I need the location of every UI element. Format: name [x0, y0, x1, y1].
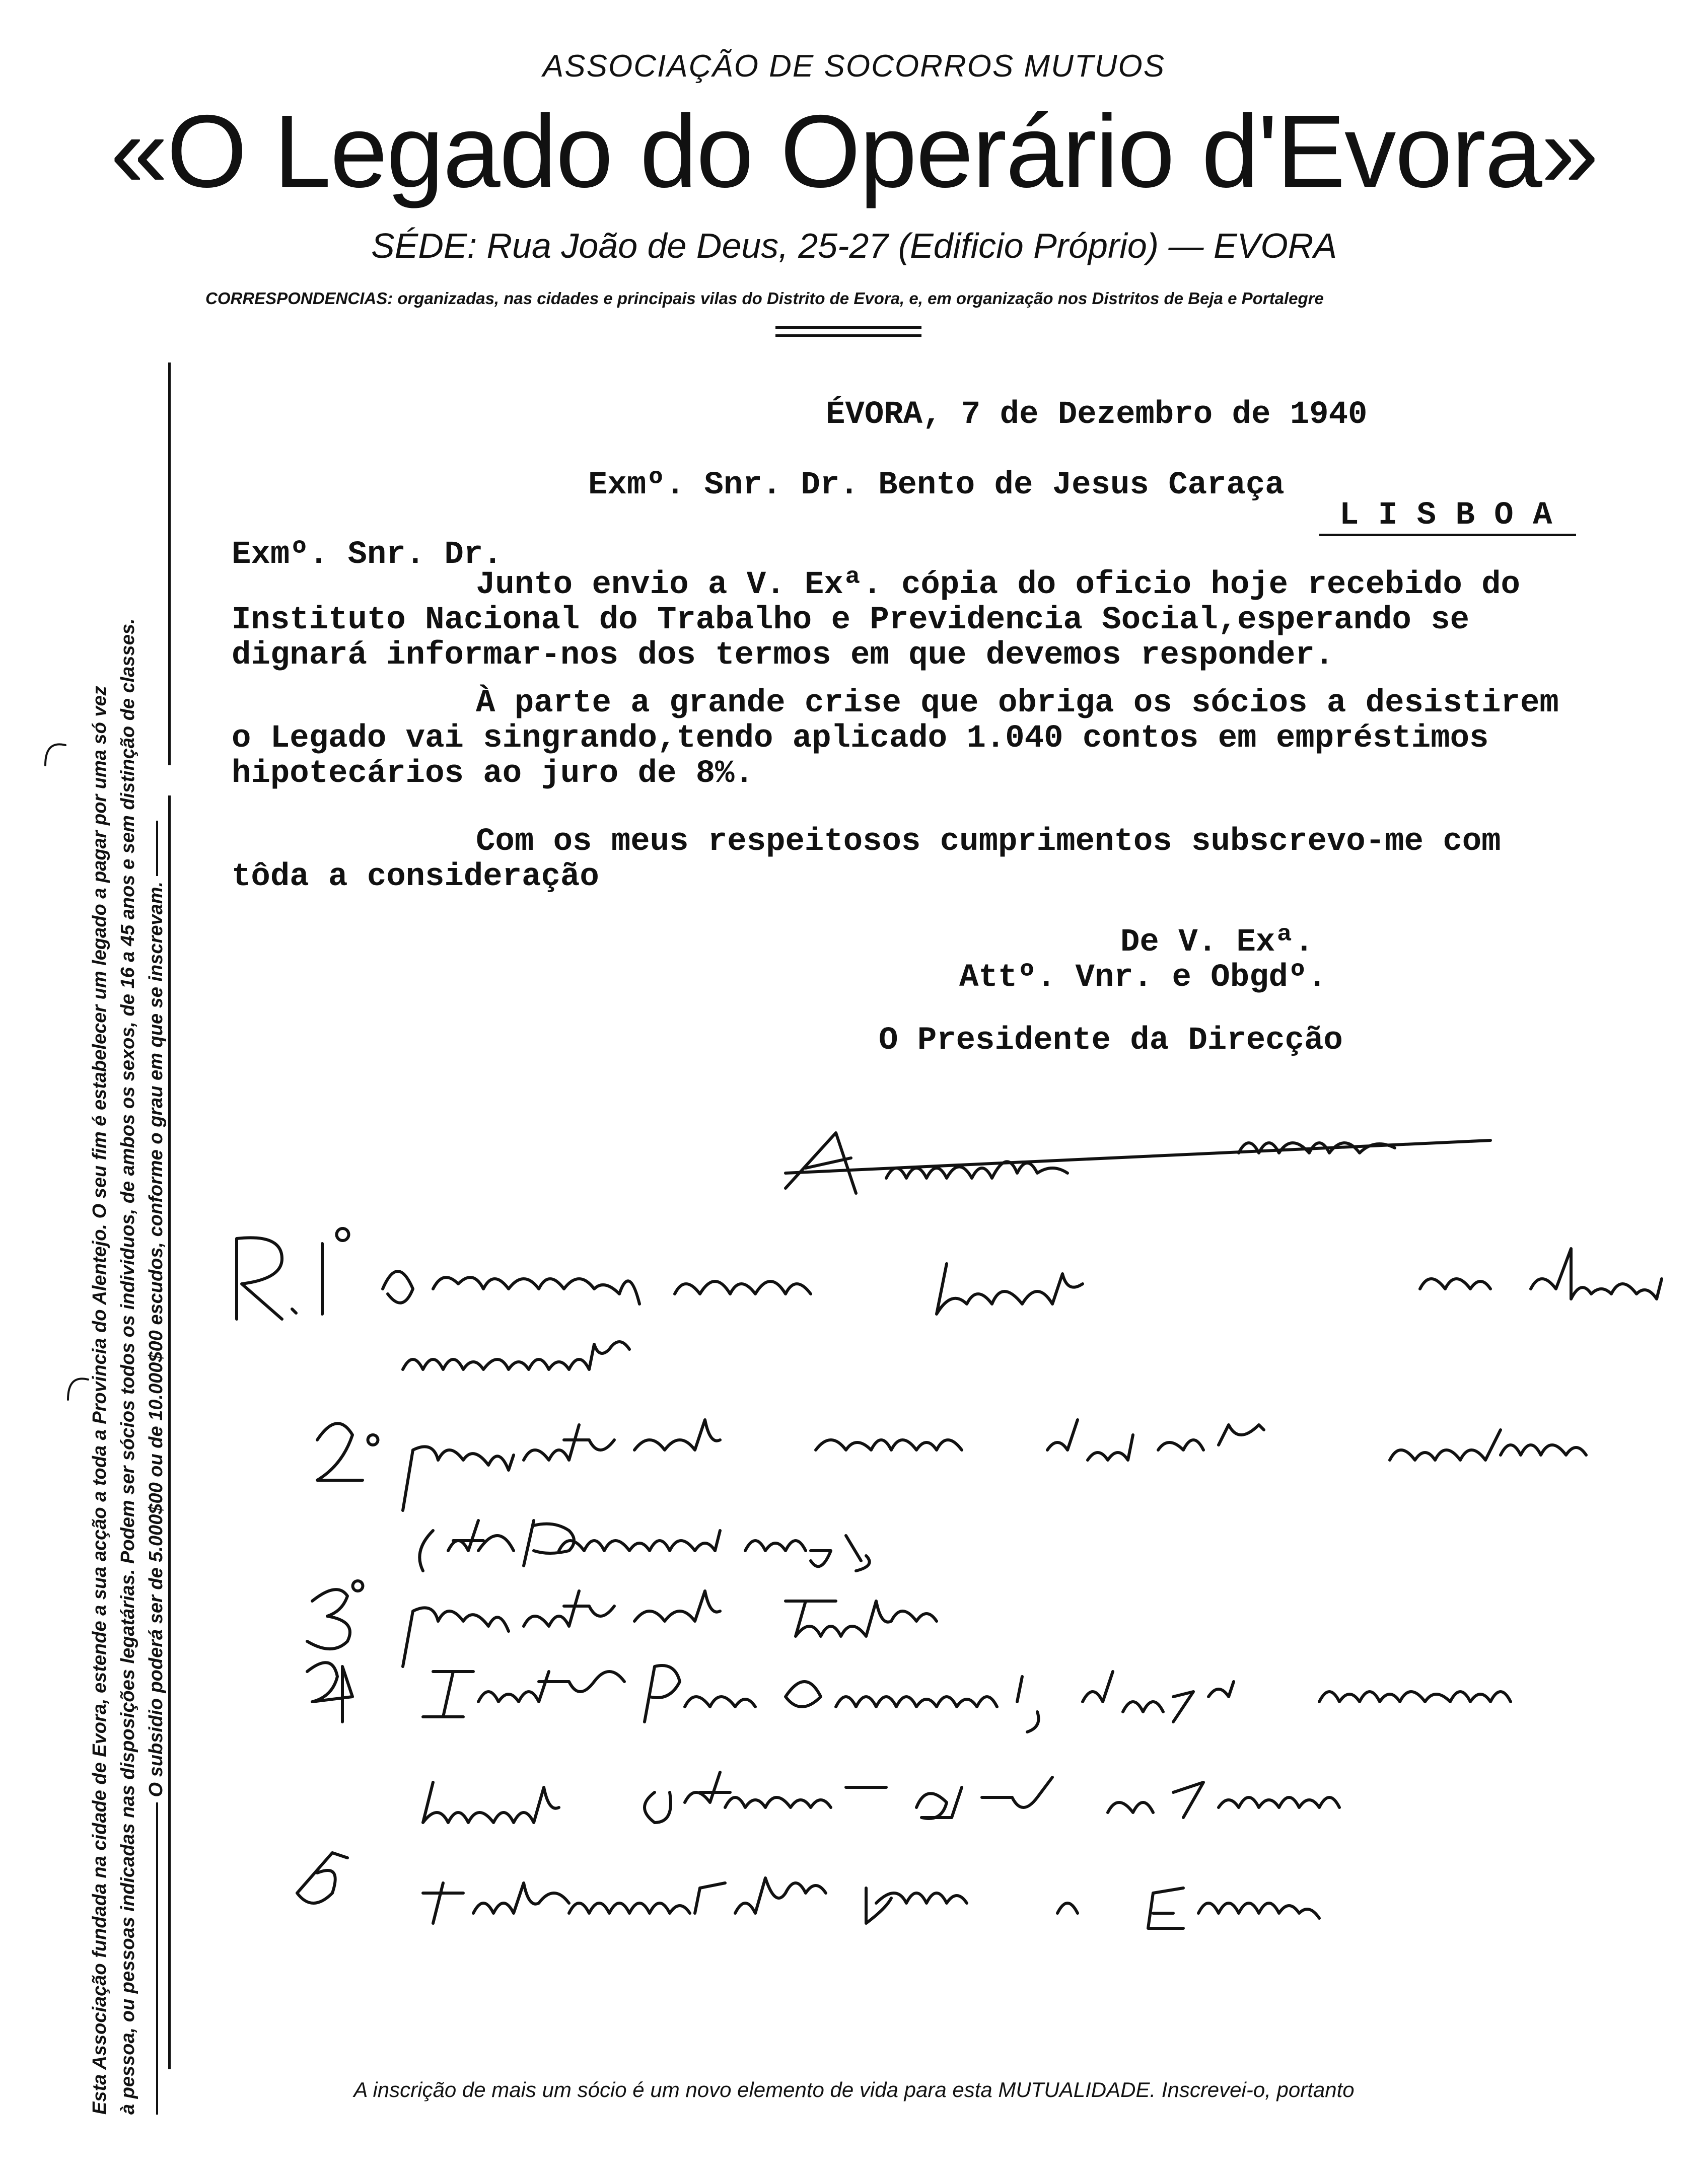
correspondence-text: organizadas, nas cidades e principais vilas do Distrito de Evora, e, em organização nos Distritos de Beja e Portalegre	[397, 289, 1324, 308]
footer-note: A inscrição de mais um sócio é um novo elemento de vida para esta MUTUALIDADE. Inscrevei-o, portanto	[353, 2078, 1355, 2101]
para1-line3: dignará informar-nos dos termos em que devemos responder.	[232, 637, 1334, 674]
side-note-line-1: Esta Associação fundada na cidade de Evora, estende a sua acção a toda a Provincia do Alentejo. O seu fim é estabelecer um legado a pagar por uma só vez	[89, 686, 110, 2115]
para2-line3: hipotecários ao juro de 8%.	[232, 756, 754, 792]
side-note-line-3: O subsidio poderá ser de 5.000$00 ou de 10.000$00 escudos, conforme o grau em que se inscrevam.	[142, 352, 170, 2115]
handwritten-notes	[237, 1228, 1662, 1928]
addressee: Exmº. Snr. Dr. Bento de Jesus Caraça	[588, 467, 1285, 503]
addressee-city: L I S B O A	[1339, 497, 1552, 534]
signature-title: O Presidente da Direcção	[879, 1023, 1343, 1059]
closing-line-2: Attº. Vnr. e Obgdº.	[959, 960, 1327, 996]
para1-line2: Instituto Nacional do Trabalho e Previdencia Social,esperando se	[232, 602, 1469, 638]
side-note-line-2: à pessoa, ou pessoas indicadas nas disposições legatárias. Podem ser sócios todos os individuos, de ambos os sexos, de 16 a 45 anos e sem distinção de classes.	[117, 618, 138, 2115]
place-date: ÉVORA, 7 de Dezembro de 1940	[826, 397, 1368, 433]
para3-line1: Com os meus respeitosos cumprimentos subscrevo-me com	[476, 824, 1501, 860]
para2-line1: À parte a grande crise que obriga os sócios a desistirem	[476, 685, 1559, 721]
para3-line2: tôda a consideração	[232, 859, 599, 895]
association-heading: ASSOCIAÇÃO DE SOCORROS MUTUOS	[542, 49, 1166, 84]
para2-line2: o Legado vai singrando,tendo aplicado 1.040 contos em empréstimos	[232, 720, 1489, 757]
handwritten-signature	[786, 1133, 1490, 1193]
letterhead-title: «O Legado do Operário d'Evora»	[110, 94, 1598, 209]
closing-line-1: De V. Exª.	[1120, 924, 1314, 961]
para1-line1: Junto envio a V. Exª. cópia do oficio hoje recebido do	[476, 567, 1520, 603]
correspondence-label: CORRESPONDENCIAS:	[205, 289, 393, 308]
letterhead-address: SÉDE: Rua João de Deus, 25-27 (Edificio Próprio) — EVORA	[371, 226, 1337, 265]
salutation: Exmº. Snr. Dr.	[232, 537, 503, 573]
side-rule-bottom	[168, 795, 171, 2069]
